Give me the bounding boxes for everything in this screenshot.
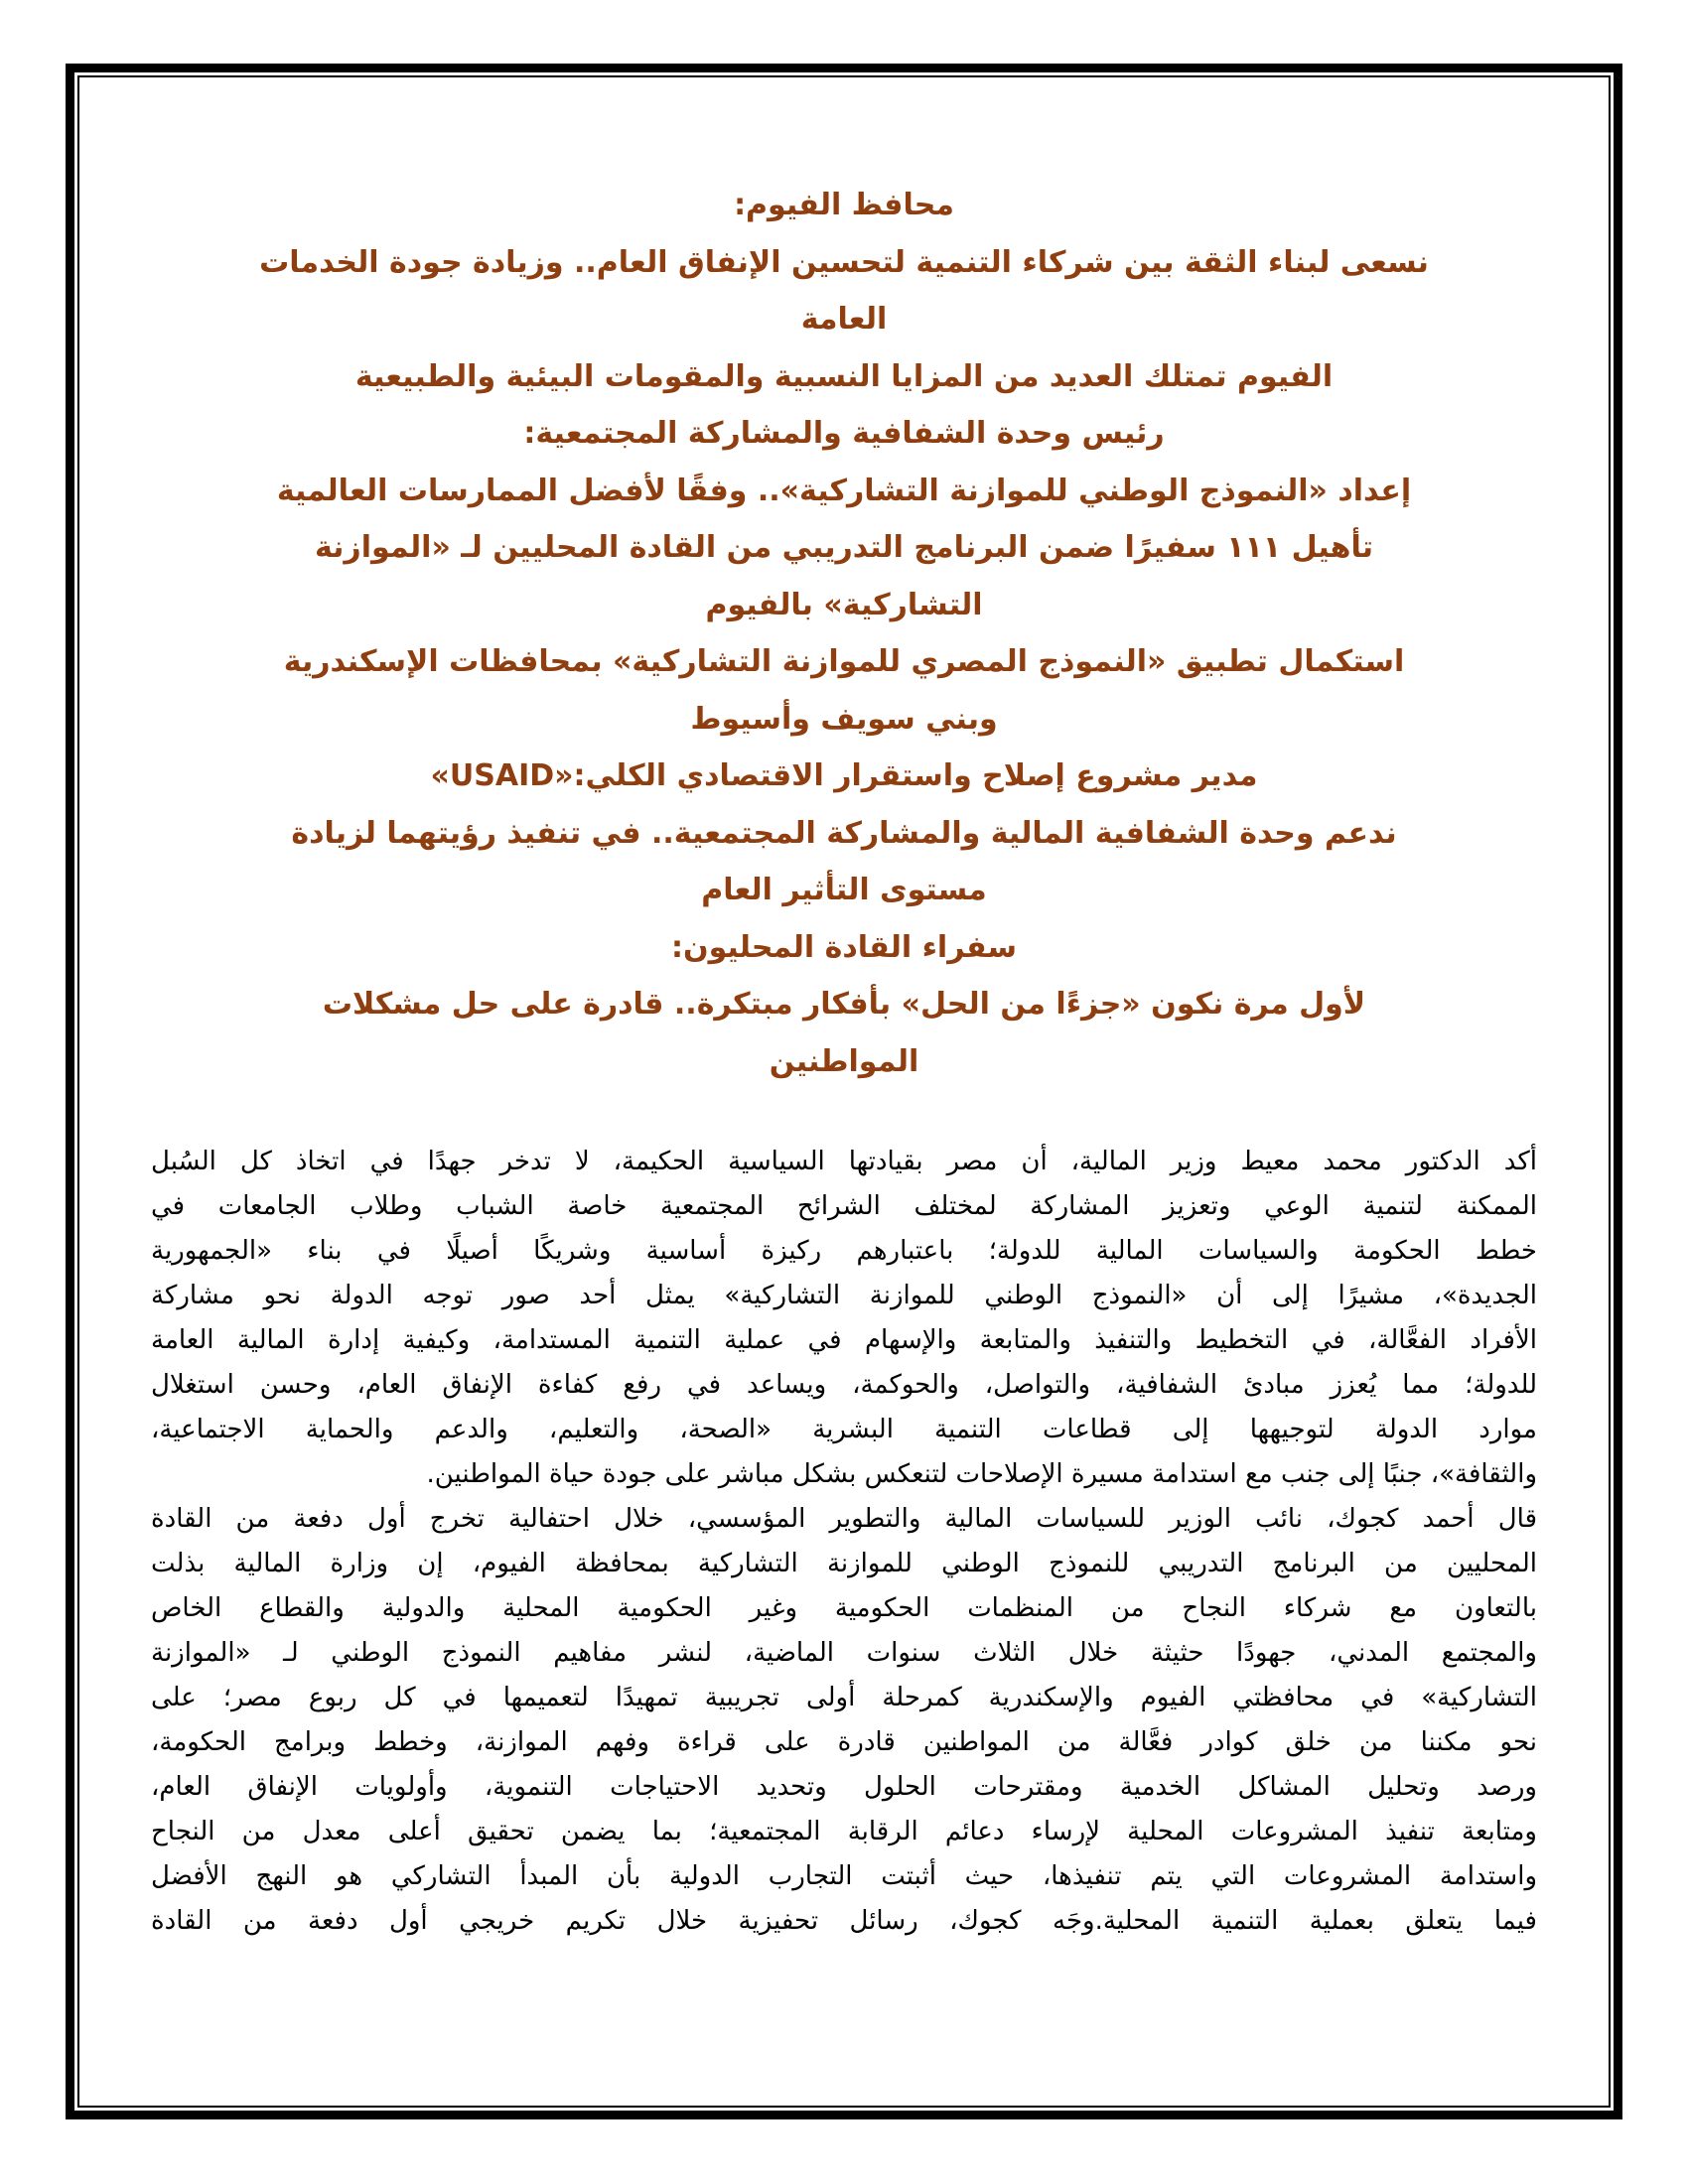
body-line: موارد الدولة لتوجيهها إلى قطاعات التنمية البشرية «الصحة، والتعليم، والدعم والحماية الاجتماعية، (151, 1415, 1537, 1444)
headline-line: رئيس وحدة الشفافية والمشاركة المجتمعية: (523, 416, 1165, 451)
body-line: والمجتمع المدني، جهودًا حثيثة خلال الثلاث سنوات الماضية، لنشر مفاهيم النموذج الوطني لـ «الموازنة (151, 1638, 1537, 1668)
body-line: التشاركية» في محافظتي الفيوم والإسكندرية كمرحلة أولى تجريبية تمهيدًا لتعميمها في كل ربوع مصر؛ على (151, 1683, 1537, 1712)
body-line: ومتابعة تنفيذ المشروعات المحلية لإرساء دعائم الرقابة المجتمعية؛ بما يضمن تحقيق أعلى معدل من النجاح (151, 1817, 1537, 1846)
headline-line: محافظ الفيوم: (734, 188, 954, 222)
body-line: فيما يتعلق بعملية التنمية المحلية.وجَه كجوك، رسائل تحفيزية خلال تكريم خريجي أول دفعة من القادة (151, 1906, 1537, 1936)
headline-line: المواطنين (769, 1043, 919, 1079)
headline-line: وبني سويف وأسيوط (690, 701, 998, 737)
body-line: ورصد وتحليل المشاكل الخدمية ومقترحات الحلول وتحديد الاحتياجات التنموية، وأولويات الإنفاق العام، (151, 1772, 1537, 1802)
body-line: نحو مكننا من خلق كوادر فعَّالة من المواطنين قادرة على قراءة وفهم الموازنة، وخطط وبرامج الحكومة، (151, 1727, 1537, 1757)
body-line: للدولة؛ مما يُعزز مبادئ الشفافية، والتواصل، والحوكمة، ويساعد في رفع كفاءة الإنفاق العام، وحسن استغلال (151, 1370, 1537, 1400)
headline-line: سفراء القادة المحليون: (671, 929, 1017, 965)
body-line: الممكنة لتنمية الوعي وتعزيز المشاركة لمختلف الشرائح المجتمعية خاصة الشباب وطلاب الجامعات في (151, 1191, 1537, 1221)
headline-line: تأهيل ١١١ سفيرًا ضمن البرنامج التدريبي من القادة المحليين لـ «الموازنة (314, 530, 1374, 565)
body-line: خطط الحكومة والسياسات المالية للدولة؛ باعتبارهم ركيزة أساسية وشريكًا أصيلًا في بناء «الجمهورية (151, 1236, 1537, 1266)
headline-line: التشاركية» بالفيوم (705, 587, 983, 622)
headline-line: إعداد «النموذج الوطني للموازنة التشاركية».. وفقًا لأفضل الممارسات العالمية (276, 473, 1412, 508)
headline-block (151, 177, 1537, 1090)
body-line: المحليين من البرنامج التدريبي للنموذج الوطني للموازنة التشاركية بمحافظة الفيوم، إن وزارة المالية بذلت (151, 1549, 1537, 1578)
headline-line: نسعى لبناء الثقة بين شركاء التنمية لتحسين الإنفاق العام.. وزيادة جودة الخدمات (259, 244, 1429, 280)
headline-line: استكمال تطبيق «النموذج المصري للموازنة التشاركية» بمحافظات الإسكندرية (283, 644, 1405, 679)
headline-line: ندعم وحدة الشفافية المالية والمشاركة المجتمعية.. في تنفيذ رؤيتهما لزيادة (291, 815, 1397, 851)
body-line: بالتعاون مع شركاء النجاح من المنظمات الحكومية وغير الحكومية المحلية والدولية والقطاع الخاص (151, 1593, 1537, 1623)
body-line: واستدامة المشروعات التي يتم تنفيذها، حيث أثبتت التجارب الدولية بأن المبدأ التشاركي هو النهج الأفضل (151, 1861, 1537, 1891)
body-line: الجديدة»، مشيرًا إلى أن «النموذج الوطني للموازنة التشاركية» يمثل أحد صور توجه الدولة نحو مشاركة (151, 1281, 1537, 1310)
headline-line: لأول مرة نكون «جزءًا من الحل» بأفكار مبتكرة.. قادرة على حل مشكلات (322, 987, 1366, 1022)
document-content (79, 77, 1609, 2106)
body-text-block (151, 1140, 1537, 1944)
headline-line: الفيوم تمتلك العديد من المزايا النسبية والمقومات البيئية والطبيعية (354, 358, 1334, 394)
body-line: أكد الدكتور محمد معيط وزير المالية، أن مصر بقيادتها السياسية الحكيمة، لا تدخر جهدًا في اتخاذ كل السُبل (151, 1147, 1537, 1176)
headline-line: مستوى التأثير العام (701, 873, 987, 907)
body-line-paragraph-end: والثقافة»، جنبًا إلى جنب مع استدامة مسيرة الإصلاحات لتنعكس بشكل مباشر على جودة حياة المواطنين. (426, 1459, 1537, 1489)
body-line: قال أحمد كجوك، نائب الوزير للسياسات المالية والتطوير المؤسسي، خلال احتفالية تخرج أول دفعة من القادة (151, 1504, 1537, 1534)
body-line: الأفراد الفعَّالة، في التخطيط والتنفيذ والمتابعة والإسهام في عملية التنمية المستدامة، وكيفية إدارة المالية العامة (151, 1325, 1537, 1355)
headline-line: العامة (800, 302, 888, 337)
headline-line: مدير مشروع إصلاح واستقرار الاقتصادي الكلي:«USAID» (430, 758, 1258, 793)
